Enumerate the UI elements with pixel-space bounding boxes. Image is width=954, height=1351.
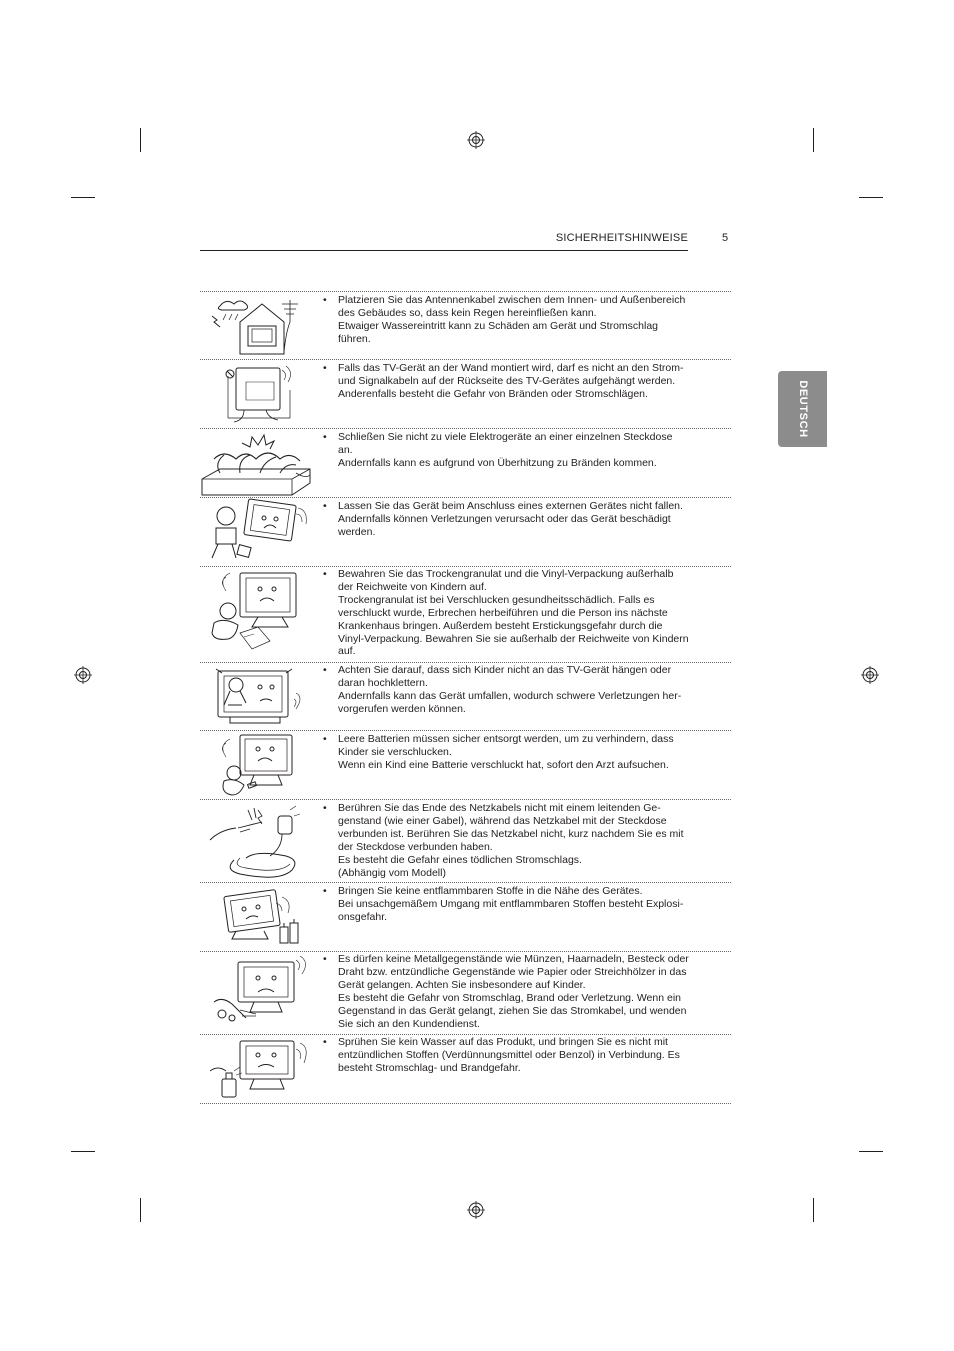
wall-mount-cables-icon [200, 360, 318, 427]
safety-item [323, 733, 721, 772]
crop-mark [813, 128, 814, 152]
safety-text-line: der Steckdose verbunden haben. [338, 840, 493, 853]
safety-item [323, 885, 721, 924]
crop-mark [140, 1198, 141, 1222]
safety-item [323, 500, 721, 539]
section-title: SICHERHEITSHINWEISE [555, 232, 688, 244]
safety-text-line: Anderenfalls besteht die Gefahr von Bränden oder Stromschlägen. [338, 387, 648, 400]
language-tab-label: DEUTSCH [796, 380, 809, 438]
bullet: • [323, 664, 327, 676]
safety-text-line: Falls das TV-Gerät an der Wand montiert wird, darf es nicht an den Strom- [338, 362, 684, 374]
registration-mark-icon [467, 1201, 485, 1219]
safety-text-line: verschluckt wurde, Erbrechen herbeiführen und die Person ins nächste [338, 606, 668, 619]
crop-mark [859, 197, 883, 198]
registration-mark-icon [74, 666, 92, 684]
bullet: • [323, 802, 327, 814]
bullet: • [323, 431, 327, 443]
safety-text-line: Krankenhaus bringen. Außerdem besteht Erstickungsgefahr durch die [338, 619, 663, 632]
crop-mark [140, 128, 141, 152]
language-tab [778, 371, 827, 447]
safety-item [323, 953, 721, 1030]
safety-text-line: Leere Batterien müssen sicher entsorgt werden, um zu verhindern, dass [338, 733, 674, 745]
safety-text-line: (Abhängig vom Modell) [338, 866, 446, 879]
row-divider [200, 1103, 731, 1104]
safety-text-line: Achten Sie darauf, dass sich Kinder nicht an das TV-Gerät hängen oder [338, 664, 672, 676]
metal-objects-icon [200, 952, 318, 1033]
safety-text-line: und Signalkabeln auf der Rückseite des TV-Gerätes aufgehängt werden. [338, 374, 676, 387]
safety-text-line: Es besteht die Gefahr eines tödlichen Stromschlags. [338, 853, 582, 866]
flammable-spray-icon [200, 883, 318, 950]
safety-text-line: Trockengranulat ist bei Verschlucken gesundheitsschädlich. Falls es [338, 593, 655, 606]
safety-text-line: werden. [338, 525, 376, 538]
water-spray-icon [200, 1035, 318, 1102]
safety-text-line: Es besteht die Gefahr von Stromschlag, Brand oder Verletzung. Wenn ein [338, 991, 682, 1004]
safety-text-line: auf. [338, 645, 356, 658]
safety-text-line: des Gebäudes so, dass kein Regen hereinfließen kann. [338, 306, 597, 319]
safety-item [323, 1036, 721, 1075]
safety-text-line: Etwaiger Wassereintritt kann zu Schäden am Gerät und Stromschlag [338, 319, 659, 332]
safety-item [323, 568, 721, 658]
safety-item [323, 294, 721, 346]
child-desiccant-icon [200, 567, 318, 661]
bullet: • [323, 953, 327, 965]
safety-text-line: Bringen Sie keine entflammbaren Stoffe in die Nähe des Gerätes. [338, 885, 643, 897]
registration-mark-icon [467, 131, 485, 149]
safety-text-line: Bei unsachgemäßem Umgang mit entflammbaren Stoffen besteht Explosi- [338, 897, 684, 910]
safety-text-line: daran hochklettern. [338, 676, 428, 689]
safety-text-line: Es dürfen keine Metallgegenstände wie Münzen, Haarnadeln, Besteck oder [338, 953, 689, 965]
bullet: • [323, 294, 327, 306]
power-cord-fork-icon [200, 800, 318, 881]
safety-text-line: Sprühen Sie kein Wasser auf das Produkt, und bringen Sie es nicht mit [338, 1036, 668, 1048]
bullet: • [323, 362, 327, 374]
safety-text-line: Sie sich an den Kundendienst. [338, 1017, 480, 1030]
safety-text-line: Platzieren Sie das Antennenkabel zwischen dem Innen- und Außenbereich [338, 294, 686, 306]
safety-text-line: der Reichweite von Kindern auf. [338, 580, 487, 593]
bullet: • [323, 885, 327, 897]
safety-text-line: genstand (wie einer Gabel), während das Netzkabel mit der Steckdose [338, 814, 667, 827]
bullet: • [323, 1036, 327, 1048]
safety-text-line: Berühren Sie das Ende des Netzkabels nicht mit einem leitenden Ge- [338, 802, 661, 814]
safety-text-line: Vinyl-Verpackung. Bewahren Sie sie außerhalb der Reichweite von Kindern [338, 632, 689, 645]
safety-text-line: an. [338, 443, 353, 456]
safety-item [323, 802, 721, 879]
safety-text-line: Gerät gelangen. Achten Sie insbesondere auf Kinder. [338, 978, 586, 991]
page-number: 5 [722, 232, 729, 244]
bullet: • [323, 568, 327, 580]
safety-text-line: Bewahren Sie das Trockengranulat und die Vinyl-Verpackung außerhalb [338, 568, 674, 580]
safety-item [323, 664, 721, 716]
crop-mark [71, 197, 95, 198]
safety-text-line: Andernfalls kann das Gerät umfallen, wodurch schwere Verletzungen her- [338, 689, 682, 702]
safety-item [323, 362, 721, 401]
falling-device-icon [200, 498, 318, 565]
safety-text-line: führen. [338, 332, 371, 345]
safety-text-line: onsgefahr. [338, 910, 388, 923]
crop-mark [813, 1198, 814, 1222]
header-divider [200, 250, 688, 251]
registration-mark-icon [861, 666, 879, 684]
child-battery-icon [200, 731, 318, 798]
bullet: • [323, 733, 327, 745]
crop-mark [71, 1151, 95, 1152]
safety-text-line: besteht Stromschlag- und Brandgefahr. [338, 1061, 521, 1074]
safety-text-line: Andernfalls kann es aufgrund von Überhitzung zu Bränden kommen. [338, 456, 657, 469]
safety-text-line: Lassen Sie das Gerät beim Anschluss eines externen Gerätes nicht fallen. [338, 500, 683, 512]
child-climbing-tv-icon [200, 663, 318, 729]
safety-text-line: verbunden ist. Berühren Sie das Netzkabel nicht, kurz nachdem Sie es mit [338, 827, 684, 840]
overloaded-socket-icon [200, 429, 318, 496]
antenna-cable-rain-icon [200, 292, 318, 358]
safety-text-line: vorgerufen werden können. [338, 702, 466, 715]
safety-text-line: Wenn ein Kind eine Batterie verschluckt hat, sofort den Arzt aufsuchen. [338, 758, 669, 771]
safety-text-line: Andernfalls können Verletzungen verursacht oder das Gerät beschädigt [338, 512, 671, 525]
crop-mark [859, 1151, 883, 1152]
safety-text-line: Schließen Sie nicht zu viele Elektrogeräte an einer einzelnen Steckdose [338, 431, 673, 443]
safety-item [323, 431, 721, 470]
safety-text-line: Kinder sie verschlucken. [338, 745, 452, 758]
safety-text-line: entzündlichen Stoffen (Verdünnungsmittel oder Benzol) in Verbindung. Es [338, 1048, 680, 1061]
bullet: • [323, 500, 327, 512]
safety-text-line: Gegenstand in das Gerät gelangt, ziehen Sie das Stromkabel, und wenden [338, 1004, 687, 1017]
safety-text-line: Draht bzw. entzündliche Gegenstände wie Papier oder Streichhölzer in das [338, 965, 687, 978]
